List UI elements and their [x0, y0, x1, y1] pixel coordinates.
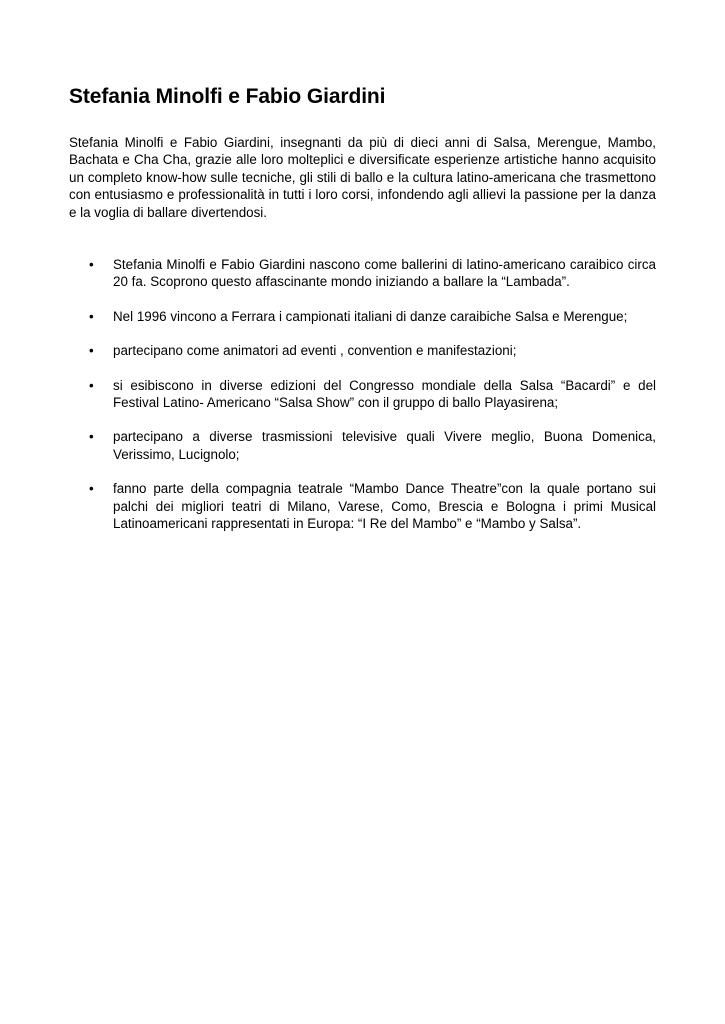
document-page: [69, 84, 656, 550]
bullet-icon: •: [89, 481, 94, 497]
bullet-icon: •: [89, 343, 94, 359]
bullet-icon: •: [89, 257, 94, 273]
list-item: [69, 480, 656, 532]
bullet-list: [69, 256, 656, 532]
list-item-text: Stefania Minolfi e Fabio Giardini nascono come ballerini di latino-americano caraibico circa 20 fa. Scoprono questo affascinante mondo iniziando a ballare la “Lambada”.: [113, 257, 656, 290]
list-item-text: partecipano a diverse trasmissioni televisive quali Vivere meglio, Buona Domenica, Verissimo, Lucignolo;: [113, 429, 656, 462]
list-item: [69, 256, 656, 291]
list-item: [69, 342, 656, 359]
document-title: Stefania Minolfi e Fabio Giardini: [69, 85, 386, 108]
bullet-icon: •: [89, 377, 94, 393]
list-item-text: partecipano come animatori ad eventi , convention e manifestazioni;: [113, 343, 517, 359]
bullet-icon: •: [89, 429, 94, 445]
list-item: [69, 308, 656, 325]
list-item: [69, 377, 656, 412]
list-item-text: Nel 1996 vincono a Ferrara i campionati italiani di danze caraibiche Salsa e Merengue;: [113, 308, 628, 324]
list-item: [69, 428, 656, 463]
bullet-icon: •: [89, 308, 94, 324]
list-item-text: fanno parte della compagnia teatrale “Mambo Dance Theatre”con la quale portano sui palchi dei migliori teatri di Milano, Varese, Como, Brescia e Bologna i primi Musical Latinoamericani rappresentati in Europa: “I Re del Mambo” e “Mambo y Salsa”.: [113, 481, 656, 532]
list-item-text: si esibiscono in diverse edizioni del Congresso mondiale della Salsa “Bacardi” e del Festival Latino- Americano “Salsa Show” con il gruppo di ballo Playasirena;: [113, 377, 656, 411]
intro-paragraph: Stefania Minolfi e Fabio Giardini, insegnanti da più di dieci anni di Salsa, Merengue, Mambo, Bachata e Cha Cha, grazie alle loro molteplici e diversificate esperienze artistiche hanno acquisito un completo know-how sulle tecniche, gli stili di ballo e la cultura latino-americana che trasmettono con entusiasmo e professionalità in tutti i loro corsi, infondendo agli allievi la passione per la danza e la voglia di ballare divertendosi.: [69, 135, 656, 220]
